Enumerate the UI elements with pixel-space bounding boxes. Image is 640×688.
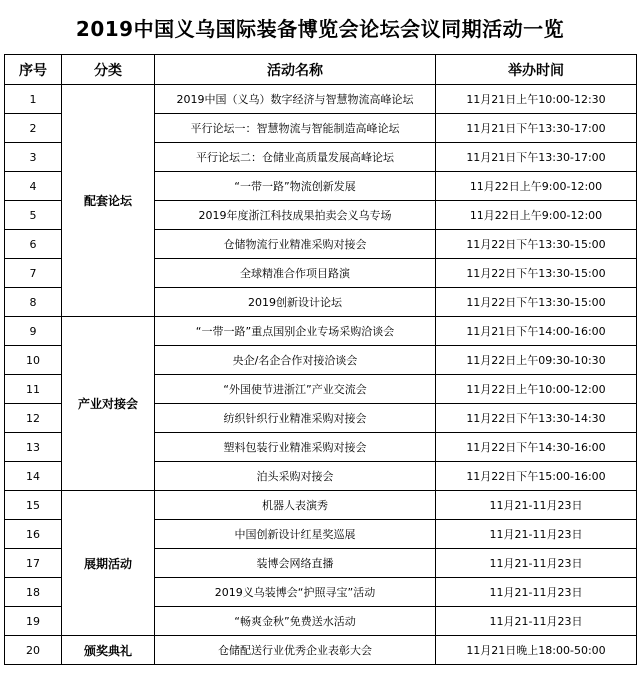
row-no: 9	[5, 317, 62, 346]
row-no: 3	[5, 143, 62, 172]
row-name: “畅爽金秋”免费送水活动	[155, 607, 436, 636]
page-title: 2019中国义乌国际装备博览会论坛会议同期活动一览	[75, 16, 565, 41]
row-time: 11月21日下午13:30-17:00	[436, 143, 637, 172]
row-name: 纺织针织行业精准采购对接会	[155, 404, 436, 433]
row-time: 11月22日下午13:30-15:00	[436, 259, 637, 288]
row-time: 11月22日下午13:30-14:30	[436, 404, 637, 433]
row-name: 塑料包装行业精准采购对接会	[155, 433, 436, 462]
row-time: 11月22日上午9:00-12:00	[436, 201, 637, 230]
row-no: 1	[5, 85, 62, 114]
header-time: 举办时间	[436, 55, 637, 85]
category-cell: 配套论坛	[62, 85, 155, 317]
row-name: 机器人表演秀	[155, 491, 436, 520]
row-no: 19	[5, 607, 62, 636]
row-time: 11月21日下午13:30-17:00	[436, 114, 637, 143]
table-row	[5, 317, 637, 346]
row-time: 11月22日下午15:00-16:00	[436, 462, 637, 491]
row-no: 17	[5, 549, 62, 578]
table-row	[5, 636, 637, 665]
row-time: 11月21-11月23日	[436, 520, 637, 549]
row-no: 15	[5, 491, 62, 520]
row-no: 8	[5, 288, 62, 317]
row-name: 仓储物流行业精准采购对接会	[155, 230, 436, 259]
row-no: 6	[5, 230, 62, 259]
header-no: 序号	[5, 55, 62, 85]
row-no: 5	[5, 201, 62, 230]
row-name: 平行论坛一：智慧物流与智能制造高峰论坛	[155, 114, 436, 143]
row-time: 11月21-11月23日	[436, 491, 637, 520]
row-no: 11	[5, 375, 62, 404]
row-name: 仓储配送行业优秀企业表彰大会	[155, 636, 436, 665]
row-time: 11月21-11月23日	[436, 607, 637, 636]
row-no: 12	[5, 404, 62, 433]
row-name: “外国使节进浙江”产业交流会	[155, 375, 436, 404]
row-name: 2019年度浙江科技成果拍卖会义乌专场	[155, 201, 436, 230]
row-no: 10	[5, 346, 62, 375]
row-no: 13	[5, 433, 62, 462]
row-name: 2019创新设计论坛	[155, 288, 436, 317]
category-cell: 展期活动	[62, 491, 155, 636]
table-row	[5, 491, 637, 520]
table-header-row	[5, 55, 637, 85]
category-cell: 颁奖典礼	[62, 636, 155, 665]
row-time: 11月22日上午9:00-12:00	[436, 172, 637, 201]
row-time: 11月22日下午14:30-16:00	[436, 433, 637, 462]
header-name: 活动名称	[155, 55, 436, 85]
row-time: 11月21日上午10:00-12:30	[436, 85, 637, 114]
row-no: 2	[5, 114, 62, 143]
row-no: 4	[5, 172, 62, 201]
row-name: 全球精准合作项目路演	[155, 259, 436, 288]
row-name: 平行论坛二：仓储业高质量发展高峰论坛	[155, 143, 436, 172]
row-no: 7	[5, 259, 62, 288]
row-time: 11月21-11月23日	[436, 578, 637, 607]
row-name: 2019中国（义乌）数字经济与智慧物流高峰论坛	[155, 85, 436, 114]
row-no: 14	[5, 462, 62, 491]
row-no: 18	[5, 578, 62, 607]
row-no: 20	[5, 636, 62, 665]
row-time: 11月22日下午13:30-15:00	[436, 288, 637, 317]
row-name: 中国创新设计红星奖巡展	[155, 520, 436, 549]
row-name: 泊头采购对接会	[155, 462, 436, 491]
row-time: 11月22日上午10:00-12:00	[436, 375, 637, 404]
row-name: 央企/名企合作对接洽谈会	[155, 346, 436, 375]
row-time: 11月22日上午09:30-10:30	[436, 346, 637, 375]
row-name: 2019义乌装博会“护照寻宝”活动	[155, 578, 436, 607]
table-row	[5, 85, 637, 114]
row-time: 11月21日下午14:00-16:00	[436, 317, 637, 346]
row-name: “一带一路”物流创新发展	[155, 172, 436, 201]
row-time: 11月22日下午13:30-15:00	[436, 230, 637, 259]
row-name: “一带一路”重点国别企业专场采购洽谈会	[155, 317, 436, 346]
category-cell: 产业对接会	[62, 317, 155, 491]
row-no: 16	[5, 520, 62, 549]
header-category: 分类	[62, 55, 155, 85]
activity-table	[4, 54, 637, 665]
row-name: 装博会网络直播	[155, 549, 436, 578]
row-time: 11月21-11月23日	[436, 549, 637, 578]
row-time: 11月21日晚上18:00-50:00	[436, 636, 637, 665]
